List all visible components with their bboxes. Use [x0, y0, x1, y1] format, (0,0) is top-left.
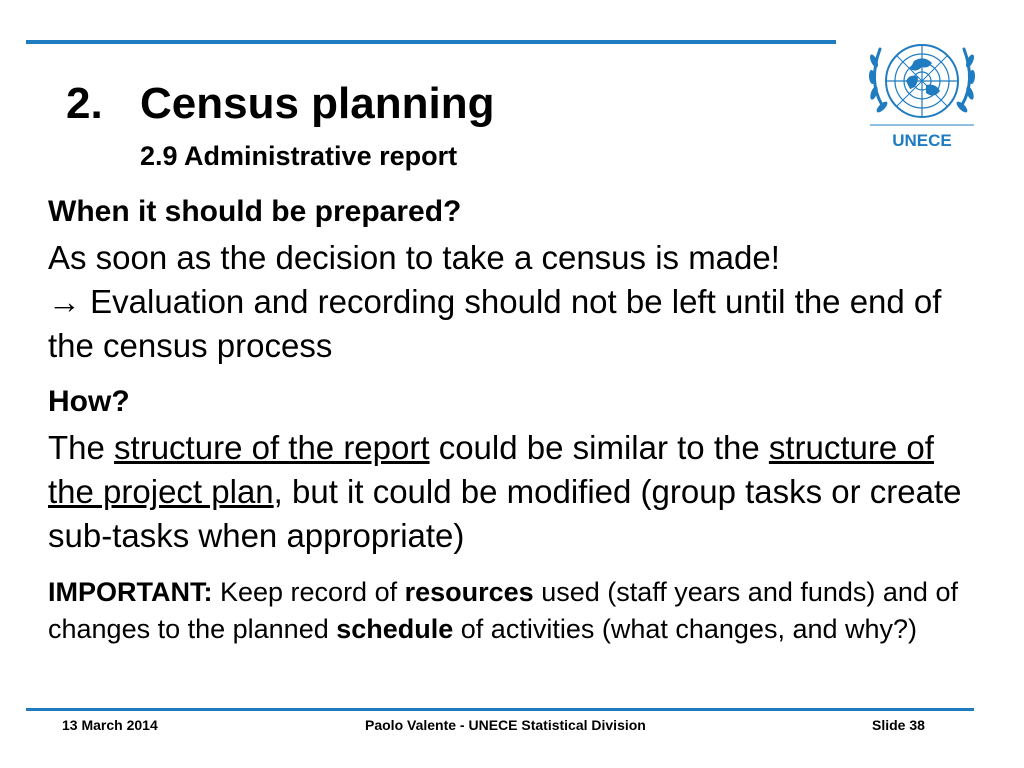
q1-text: [48, 236, 978, 368]
important-label: IMPORTANT:: [48, 577, 213, 607]
important-text-3: of activities (what changes, and why?): [453, 614, 918, 644]
un-emblem-icon: [862, 25, 982, 151]
page-title: Census planning: [140, 79, 495, 128]
important-text-2: used (staff years and funds) and of changes to the planned: [48, 577, 958, 644]
q2-text-part2: could be similar to the: [429, 429, 769, 466]
page-subtitle: 2.9 Administrative report: [140, 141, 458, 171]
top-rule: [26, 40, 836, 44]
title-number: 2.: [66, 79, 103, 128]
unece-logo: [862, 25, 982, 151]
footer-author: Paolo Valente - UNECE Statistical Division: [365, 717, 646, 733]
important-bold-resources: resources: [404, 577, 534, 607]
structure-of-project-plan-link[interactable]: structure of the project plan: [48, 429, 934, 510]
q1-heading: When it should be prepared?: [48, 195, 462, 228]
arrow-icon: →: [48, 283, 81, 320]
important-text-1: Keep record of: [212, 577, 405, 607]
q2-text: [48, 426, 978, 558]
q2-text-part3: , but it could be modified (group tasks or create sub-tasks when appropriate): [48, 473, 962, 554]
footer-rule: [26, 708, 974, 711]
footer-date: 13 March 2014: [62, 717, 158, 733]
q2-section: [48, 382, 978, 558]
q2-text-part1: The: [48, 429, 115, 466]
important-bold-schedule: schedule: [336, 614, 454, 644]
structure-of-report-link[interactable]: structure of the report: [114, 429, 430, 466]
q1-line2: Evaluation and recording should not be left until the end of the census process: [48, 283, 942, 364]
q1-line1: As soon as the decision to take a census is made!: [48, 239, 780, 276]
footer-slide-number: Slide 38: [872, 717, 925, 733]
q2-heading: How?: [48, 385, 130, 418]
q1-section: [48, 192, 978, 368]
logo-text: UNECE: [892, 131, 952, 150]
important-note: [48, 574, 978, 648]
